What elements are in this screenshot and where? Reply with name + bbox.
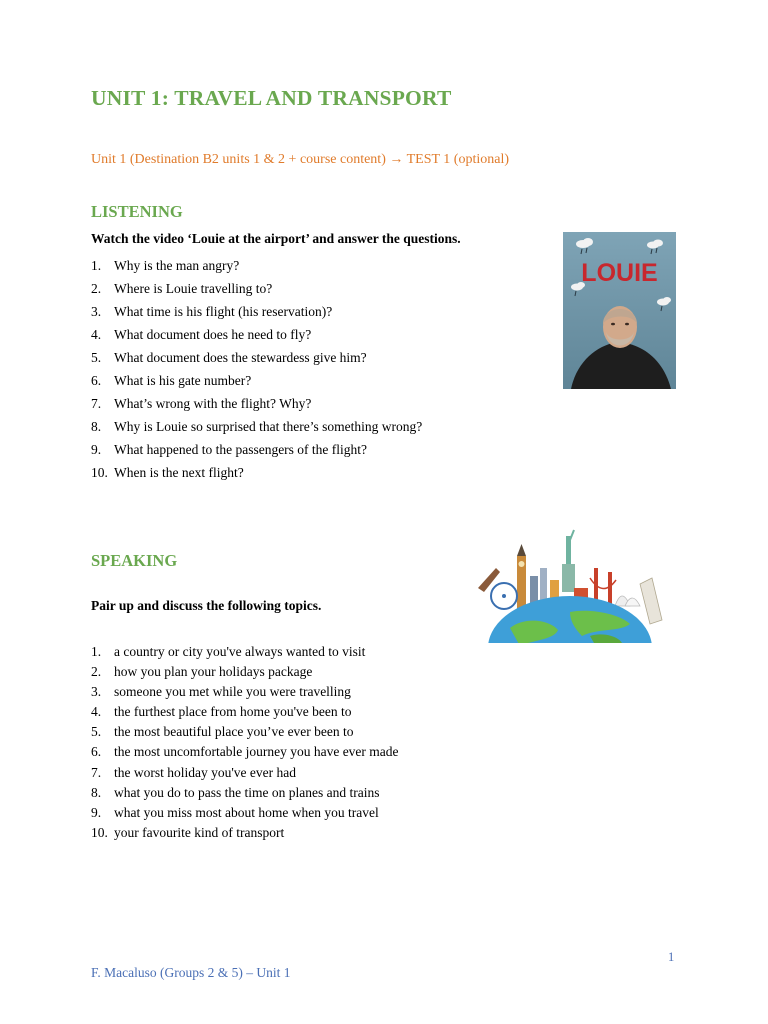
page-footer: F. Macaluso (Groups 2 & 5) – Unit 1 (91, 965, 291, 980)
list-item: 9. What happened to the passengers of the flight? (91, 442, 368, 457)
list-item: 8. Why is Louie so surprised that there’s something wrong? (91, 419, 423, 434)
unit-subtitle: Unit 1 (Destination B2 units 1 & 2 + course content) → TEST 1 (optional) (91, 152, 509, 167)
list-item: 3. What time is his flight (his reservation)? (91, 304, 333, 319)
speaking-instruction: Pair up and discuss the following topics. (91, 598, 322, 613)
list-item: 1. a country or city you've always wanted to visit (91, 644, 366, 659)
list-item: 7. What’s wrong with the flight? Why? (91, 396, 312, 411)
list-item: 6. What is his gate number? (91, 373, 252, 388)
poster-title-text: LOUIE (581, 259, 658, 287)
list-item: 4. the furthest place from home you've been to (91, 704, 352, 720)
speaking-topics (91, 644, 399, 845)
louie-poster-image (563, 232, 676, 389)
list-item: 10. When is the next flight? (91, 465, 244, 480)
speaking-heading: SPEAKING (91, 551, 178, 570)
list-item: 4. What document does he need to fly? (91, 327, 312, 342)
list-item: 5. the most beautiful place you’ve ever been to (91, 724, 354, 740)
list-item: 2. how you plan your holidays package (91, 664, 313, 680)
listening-instruction: Watch the video ‘Louie at the airport’ and answer the questions. (91, 231, 461, 246)
list-item: 1. Why is the man angry? (91, 258, 240, 273)
list-item: 6. the most uncomfortable journey you have ever made (91, 744, 399, 760)
list-item: 7. the worst holiday you've ever had (91, 764, 297, 780)
world-landmarks-image (470, 528, 670, 643)
list-item: 3. someone you met while you were travelling (91, 684, 351, 700)
listening-heading: LISTENING (91, 202, 183, 221)
page-number: 1 (668, 950, 675, 964)
list-item: 8. what you do to pass the time on planes and trains (91, 784, 380, 800)
list-item: 9. what you miss most about home when you travel (91, 804, 379, 820)
list-item: 5. What document does the stewardess give him? (91, 350, 367, 365)
page-title: UNIT 1: TRAVEL AND TRANSPORT (91, 86, 452, 110)
list-item: 2. Where is Louie travelling to? (91, 281, 273, 296)
listening-questions (91, 258, 422, 488)
list-item: 10. your favourite kind of transport (91, 824, 285, 840)
